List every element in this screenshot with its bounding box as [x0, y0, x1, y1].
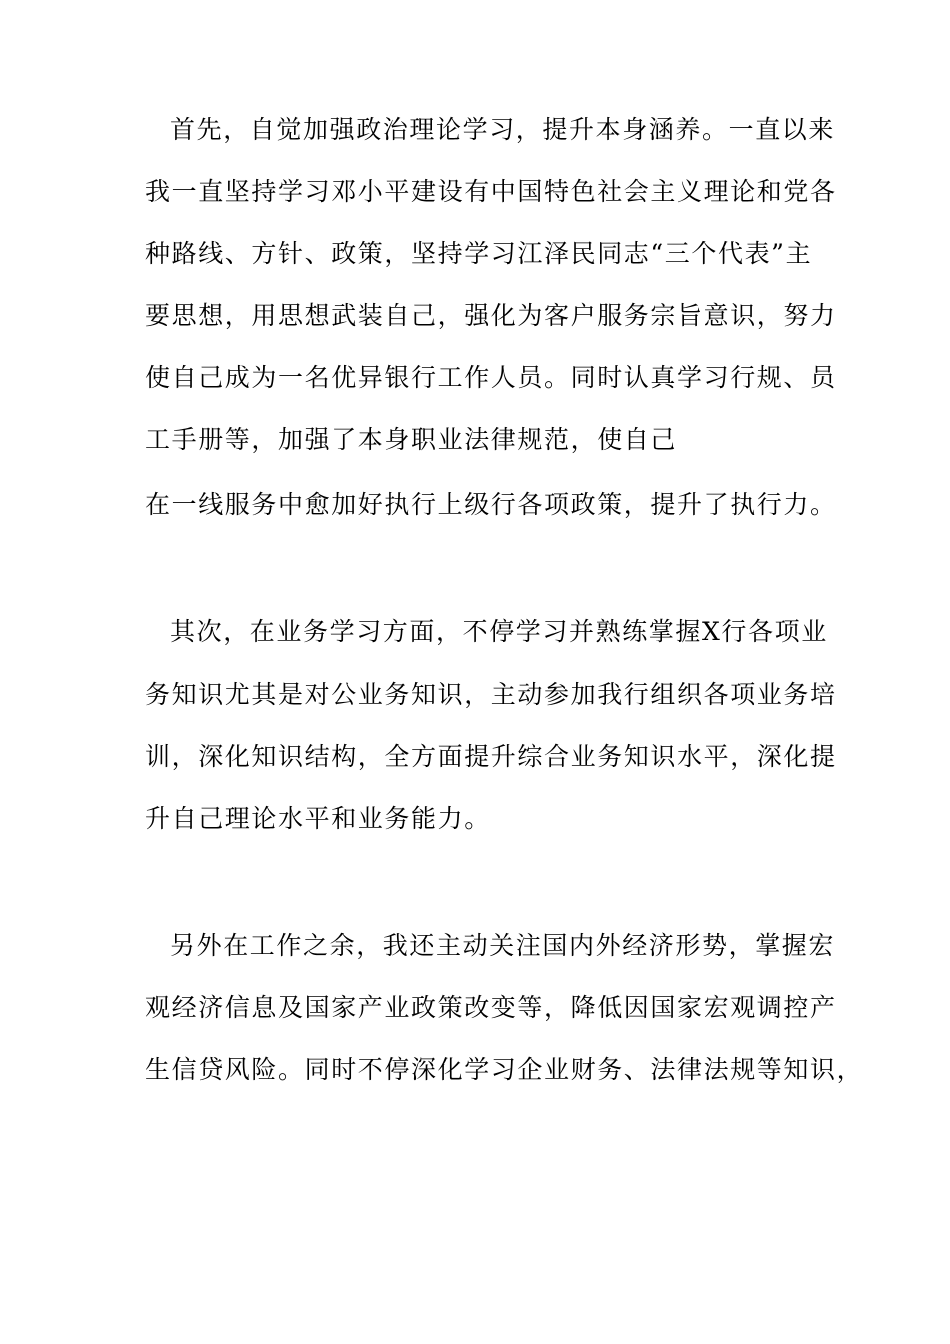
- paragraph-2-line-2: 务知识尤其是对公业务知识，主动参加我行组织各项业务培: [145, 680, 837, 709]
- paragraph-3-line-2: 观经济信息及国家产业政策改变等，降低因国家宏观调控产: [145, 993, 837, 1022]
- paragraph-1-line-4: 要思想，用思想武装自己，强化为客户服务宗旨意识，努力: [145, 301, 837, 330]
- paragraph-1-line-7: 在一线服务中愈加好执行上级行各项政策，提升了执行力。: [145, 490, 837, 519]
- paragraph-1-line-3: 种路线、方针、政策，坚持学习江泽民同志“三个代表”主: [145, 239, 813, 268]
- paragraph-1-line-6: 工手册等，加强了本身职业法律规范，使自己: [145, 425, 678, 454]
- paragraph-2-line-3: 训，深化知识结构，全方面提升综合业务知识水平，深化提: [145, 742, 837, 771]
- paragraph-3-line-1: 另外在工作之余，我还主动关注国内外经济形势，掌握宏: [170, 931, 836, 960]
- paragraph-2-line-1: 其次，在业务学习方面，不停学习并熟练掌握X行各项业: [170, 617, 828, 646]
- paragraph-1-line-1: 首先，自觉加强政治理论学习，提升本身涵养。一直以来: [170, 115, 836, 144]
- paragraph-2-line-4: 升自己理论水平和业务能力。: [145, 804, 491, 833]
- paragraph-3-line-3: 生信贷风险。同时不停深化学习企业财务、法律法规等知识，: [145, 1055, 864, 1084]
- paragraph-1-line-5: 使自己成为一名优异银行工作人员。同时认真学习行规、员: [145, 363, 837, 392]
- paragraph-1-line-2: 我一直坚持学习邓小平建设有中国特色社会主义理论和党各: [145, 177, 837, 206]
